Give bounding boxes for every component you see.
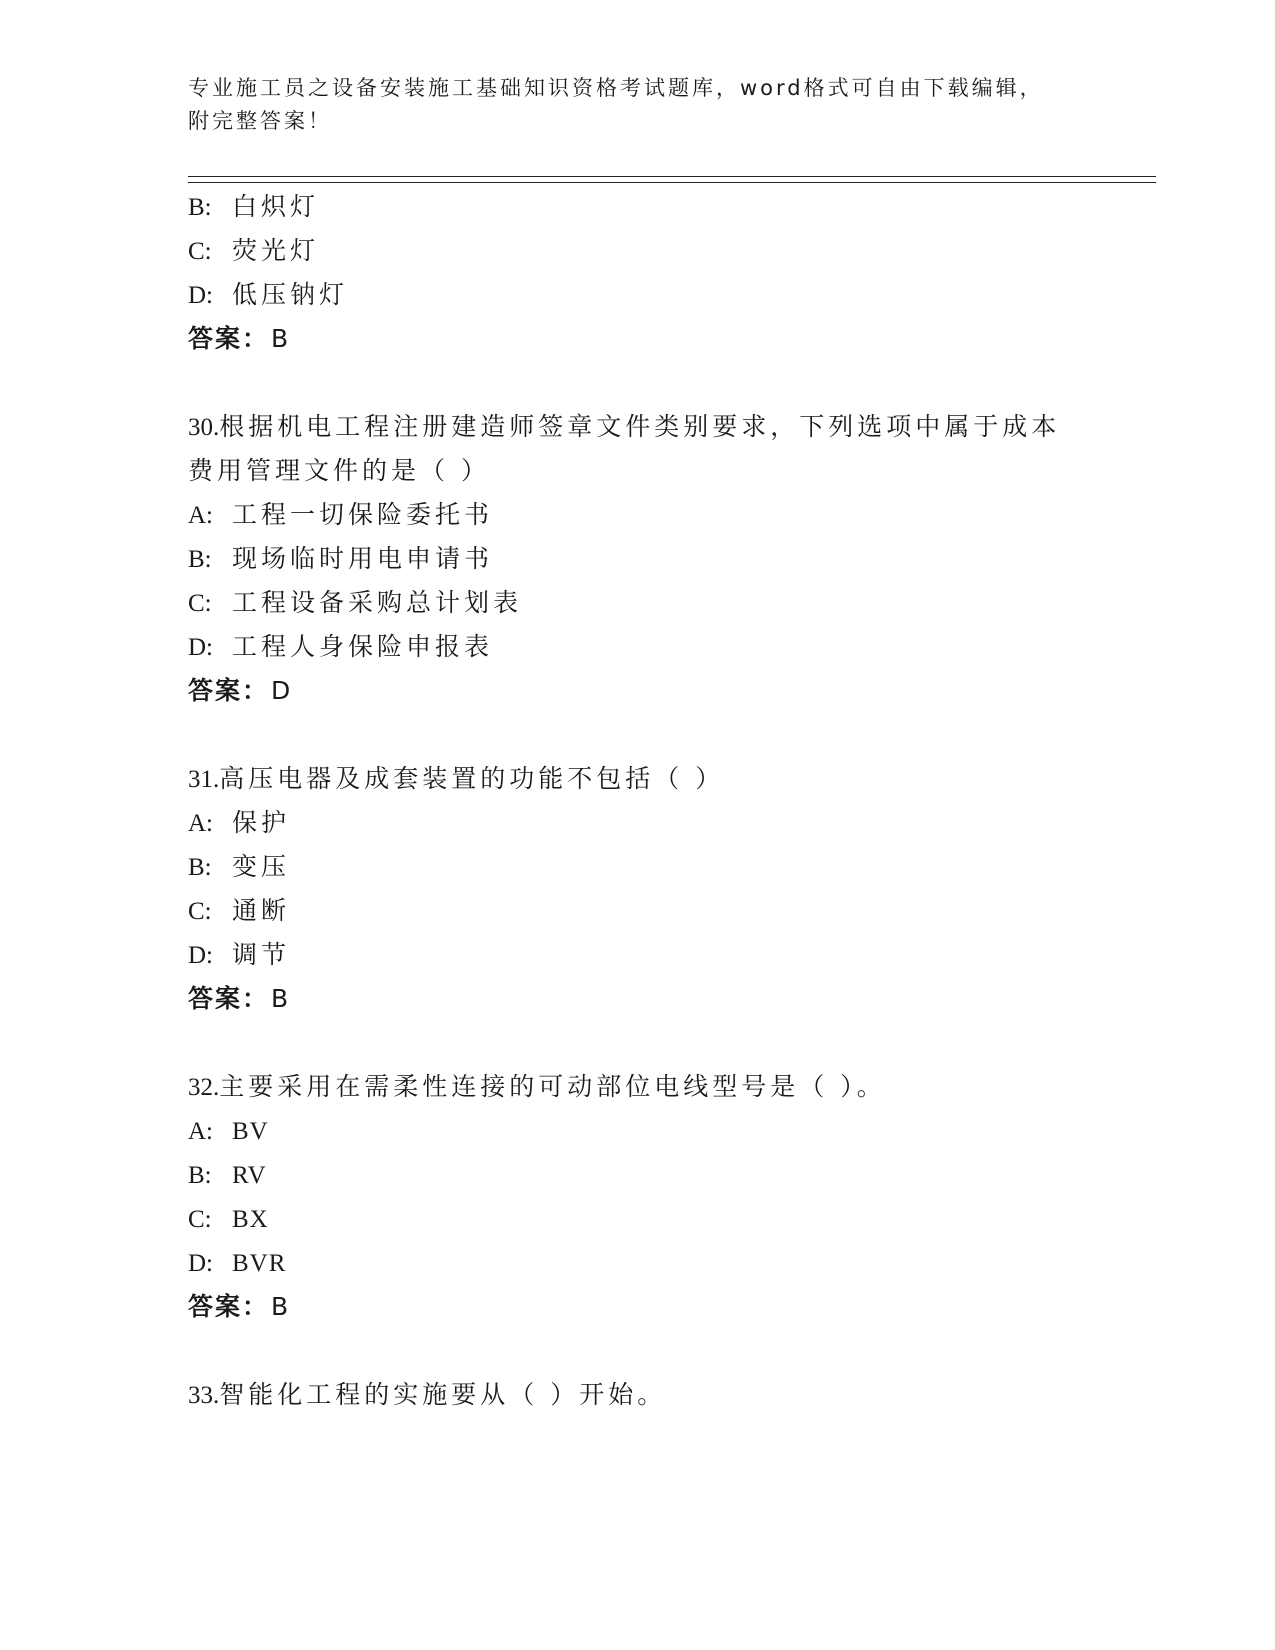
q32-option-a [188, 1116, 269, 1147]
option-key: C: [188, 1206, 212, 1233]
option-key: A: [188, 502, 213, 529]
option-key: A: [188, 1118, 213, 1145]
q30-answer [188, 676, 292, 706]
q31-answer [188, 984, 290, 1014]
option-text: 通断 [232, 896, 291, 925]
answer-value: B [271, 1292, 291, 1321]
q30-stem-line-2: 费用管理文件的是（ ） [188, 456, 490, 485]
option-key: B: [188, 1162, 212, 1189]
answer-label: 答案： [188, 324, 270, 353]
option-key: D: [188, 942, 213, 969]
option-key: C: [188, 238, 212, 265]
option-key: B: [188, 854, 212, 881]
option-text: 工程一切保险委托书 [232, 500, 494, 529]
answer-value: B [271, 324, 291, 353]
question-number: 33. [188, 1382, 220, 1409]
q32-option-d [188, 1248, 286, 1279]
option-text: 低压钠灯 [232, 280, 349, 309]
q31-option-b [188, 852, 290, 883]
option-key: D: [188, 282, 213, 309]
question-number: 31. [188, 766, 220, 793]
q30-option-d [188, 632, 493, 663]
option-key: D: [188, 1250, 213, 1277]
option-text: 变压 [232, 852, 291, 881]
question-stem: 根据机电工程注册建造师签章文件类别要求，下列选项中属于成本 [219, 412, 1061, 441]
q33-stem-line-1 [188, 1380, 666, 1411]
option-key: D: [188, 634, 213, 661]
question-number: 32. [188, 1074, 220, 1101]
prev-answer [188, 324, 290, 354]
q30-stem-line-1 [188, 412, 1060, 443]
option-key: C: [188, 590, 212, 617]
question-number: 30. [188, 414, 220, 441]
answer-value: B [271, 984, 291, 1013]
q31-option-c [188, 896, 290, 927]
q30-option-b [188, 544, 493, 575]
header-line-2: 附完整答案！ [188, 109, 332, 133]
answer-label: 答案： [188, 1292, 270, 1321]
option-text: 工程设备采购总计划表 [232, 588, 523, 617]
q31-stem-line-1 [188, 764, 724, 795]
option-text: BV [232, 1118, 269, 1145]
q31-option-d [188, 940, 290, 971]
q32-option-c [188, 1204, 269, 1235]
option-text: 保护 [232, 808, 291, 837]
document-header [188, 72, 1088, 138]
q31-option-a [188, 808, 290, 839]
header-divider-bottom [188, 182, 1156, 183]
q30-option-a [188, 500, 493, 531]
prev-option-c [188, 236, 319, 267]
option-key: A: [188, 810, 213, 837]
option-text: 现场临时用电申请书 [232, 544, 494, 573]
header-line-1: 专业施工员之设备安装施工基础知识资格考试题库，word格式可自由下载编辑， [188, 76, 1044, 100]
option-key: C: [188, 898, 212, 925]
question-stem: 高压电器及成套装置的功能不包括（ ） [219, 764, 725, 793]
answer-value: D [271, 676, 293, 705]
q32-answer [188, 1292, 290, 1322]
option-text: 白炽灯 [232, 192, 320, 221]
option-key: B: [188, 194, 212, 221]
option-text: 荧光灯 [232, 236, 320, 265]
q32-stem-line-1 [188, 1072, 886, 1103]
question-stem: 主要采用在需柔性连接的可动部位电线型号是（ ）。 [219, 1072, 886, 1101]
option-text: BVR [232, 1250, 287, 1277]
answer-label: 答案： [188, 676, 270, 705]
option-text: RV [232, 1162, 267, 1189]
question-stem: 智能化工程的实施要从（ ）开始。 [219, 1380, 667, 1409]
q30-option-c [188, 588, 522, 619]
prev-option-d [188, 280, 348, 311]
prev-option-b [188, 192, 319, 223]
option-key: B: [188, 546, 212, 573]
option-text: 调节 [232, 940, 291, 969]
answer-label: 答案： [188, 984, 270, 1013]
option-text: BX [232, 1206, 269, 1233]
header-divider-top [188, 176, 1156, 177]
option-text: 工程人身保险申报表 [232, 632, 494, 661]
q32-option-b [188, 1160, 267, 1191]
